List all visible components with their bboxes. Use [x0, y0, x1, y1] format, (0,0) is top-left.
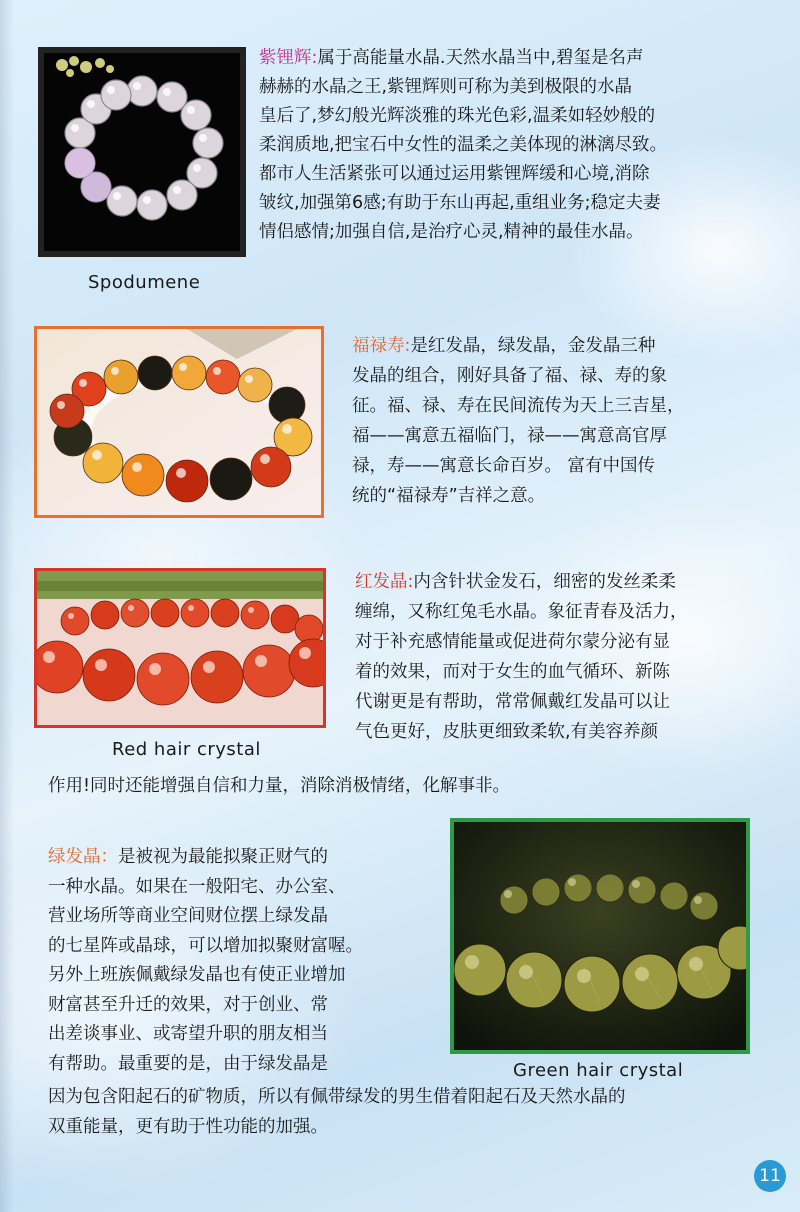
- spodumene-line-7: 情侣感情;加强自信,是治疗心灵,精神的最佳水晶。: [259, 222, 644, 242]
- green-hair-line-8: 有帮助。最重要的是，由于绿发晶是: [48, 1053, 328, 1074]
- spodumene-line-5: 都市人生活紧张可以通过运用紫锂辉缓和心境,消除: [259, 164, 650, 184]
- page-number-badge: 11: [754, 1160, 786, 1192]
- green-hair-crystal-caption: Green hair crystal: [513, 1060, 684, 1081]
- red-hair-line-4: 着的效果，而对于女生的血气循环、新陈: [355, 662, 670, 682]
- page-binding-shadow: [0, 0, 14, 1212]
- fulushou-line-3: 征。福、禄、寿在民间流传为天上三吉星，: [352, 396, 685, 416]
- red-hair-line-5: 代谢更是有帮助，常常佩戴红发晶可以让: [355, 692, 670, 712]
- spodumene-description: [259, 44, 667, 247]
- fulushou-description: [352, 331, 685, 511]
- green-hair-line-7: 出差谈事业、或寄望升职的朋友相当: [48, 1024, 328, 1044]
- spodumene-line-2: 赫赫的水晶之王,紫锂辉则可称为美到极限的水晶: [259, 77, 633, 97]
- green-hair-line-9: 因为包含阳起石的矿物质，所以有佩带绿发的男生借着阳起石及天然水晶的: [48, 1087, 626, 1107]
- green-hair-line-2: 一种水晶。如果在一般阳宅、办公室、: [48, 876, 346, 897]
- green-hair-crystal-description: [48, 843, 363, 1079]
- spodumene-heading: 紫锂辉:: [259, 48, 318, 68]
- red-hair-line-6: 气色更好，皮肤更细致柔软,有美容养颜: [355, 722, 659, 742]
- spodumene-line-4: 柔润质地,把宝石中女性的温柔之美体现的淋漓尽致。: [259, 135, 668, 155]
- red-hair-heading: 红发晶:: [355, 572, 414, 592]
- green-hair-line-5: 另外上班族佩戴绿发晶也有使正业增加: [48, 965, 346, 985]
- spodumene-caption: Spodumene: [88, 272, 201, 293]
- fulushou-line-6: 统的“福禄寿”吉祥之意。: [352, 486, 546, 506]
- red-hair-crystal-tail: [48, 771, 510, 801]
- green-hair-heading: 绿发晶：: [48, 847, 118, 867]
- green-hair-line-4: 的七星阵或晶球，可以增加拟聚财富喔。: [48, 935, 363, 956]
- spodumene-line-3: 皇后了,梦幻般光辉淡雅的珠光色彩,温柔如轻妙般的: [259, 106, 656, 126]
- red-hair-crystal-caption: Red hair crystal: [112, 739, 261, 760]
- green-hair-line-1: 绿发晶：是被视为最能拟聚正财气的: [48, 847, 328, 867]
- fulushou-line-1: 福禄寿:是红发晶，绿发晶，金发晶三种: [352, 336, 656, 356]
- fulushou-line-4: 福——寓意五福临门，禄——寓意高官厚: [352, 426, 667, 446]
- fulushou-line-2: 发晶的组合，刚好具备了福、禄、寿的象: [352, 366, 667, 386]
- spodumene-bracelet-photo: [38, 47, 246, 257]
- spodumene-line-1: 紫锂辉:属于高能量水晶.天然水晶当中,碧玺是名声: [259, 48, 644, 68]
- fulushou-bracelet-photo: [34, 326, 324, 518]
- fulushou-heading: 福禄寿:: [352, 336, 411, 356]
- green-hair-line-6: 财富甚至升迁的效果，对于创业、常: [48, 994, 328, 1015]
- green-hair-crystal-tail: [48, 1082, 626, 1142]
- green-hair-line-3: 营业场所等商业空间财位摆上绿发晶: [48, 906, 328, 926]
- red-hair-line-1: 红发晶:内含针状金发石，细密的发丝柔柔: [355, 572, 676, 592]
- red-hair-line-3: 对于补充感情能量或促进荷尔蒙分泌有显: [355, 632, 670, 652]
- red-hair-line-7: 作用!同时还能增强自信和力量，消除消极情绪，化解事非。: [48, 776, 511, 796]
- green-hair-crystal-photo: [450, 818, 750, 1054]
- fulushou-line-5: 禄，寿——寓意长命百岁。 富有中国传: [352, 456, 656, 476]
- red-hair-crystal-photo: [34, 568, 326, 728]
- spodumene-line-6: 皱纹,加强第6感;有助于东山再起,重组业务;稳定夫妻: [259, 193, 661, 213]
- green-hair-line-10: 双重能量，更有助于性功能的加强。: [48, 1117, 328, 1137]
- red-hair-line-2: 缠绵，又称红兔毛水晶。象征青春及活力，: [355, 602, 688, 622]
- red-hair-crystal-description: [355, 567, 688, 747]
